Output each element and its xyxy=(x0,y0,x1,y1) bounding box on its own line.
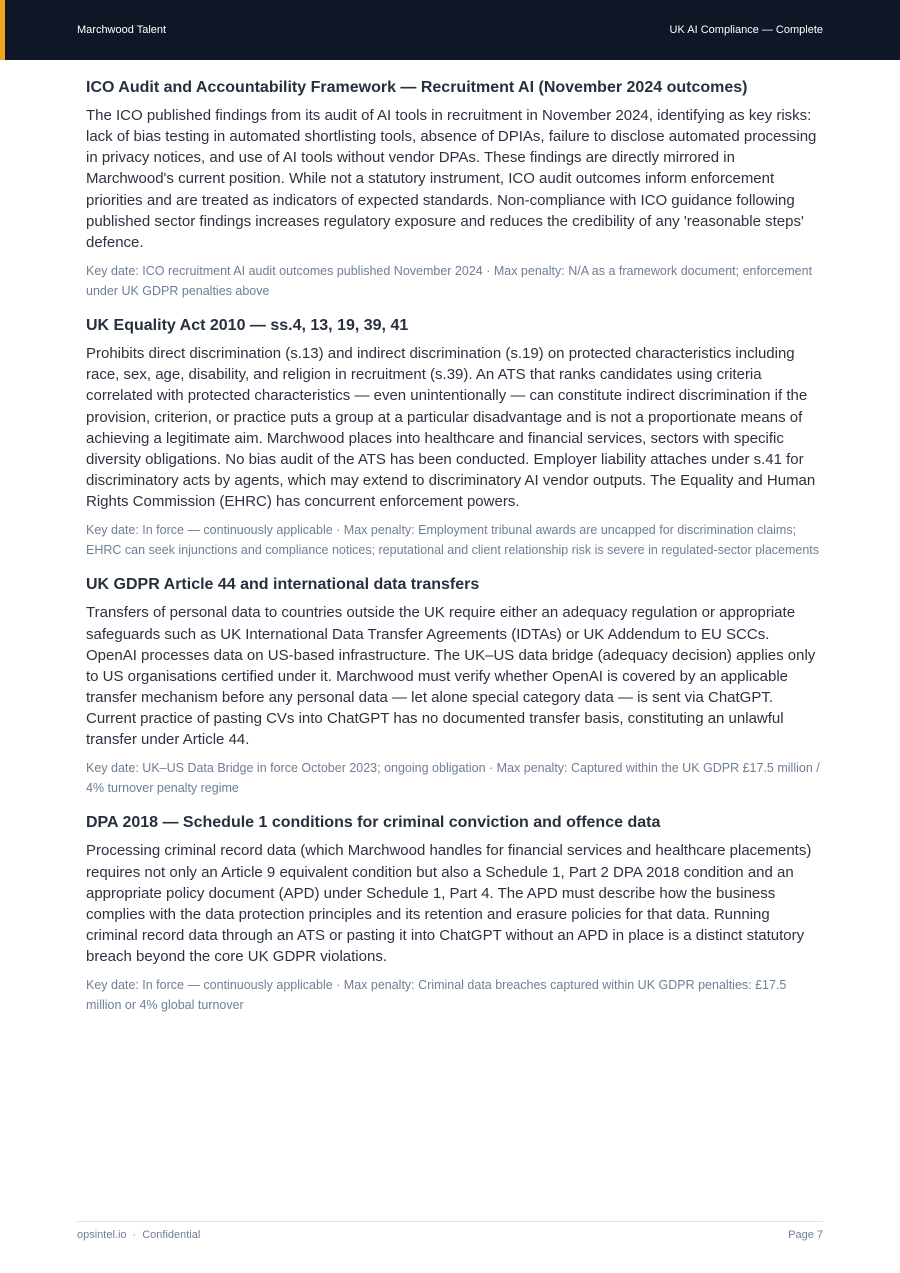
section-ico-audit xyxy=(86,78,820,301)
brand-name: Marchwood Talent xyxy=(77,24,167,36)
section-key-date-penalty: Key date: UK–US Data Bridge in force October 2023; ongoing obligation · Max penalty: Captured within the UK GDPR £17.5 million / 4% turnover penalty regime xyxy=(86,761,820,796)
section-heading: ICO Audit and Accountability Framework — Recruitment AI (November 2024 outcomes) xyxy=(86,79,748,96)
section-key-date-penalty: Key date: In force — continuously applicable · Max penalty: Criminal data breaches captured within UK GDPR penalties: £17.5 million or 4% global turnover xyxy=(86,978,787,1013)
section-key-date-penalty: Key date: In force — continuously applicable · Max penalty: Employment tribunal awards are uncapped for discrimination claims; EHRC can seek injunctions and compliance notices; reputational and client relationship risk is severe in regulated-sector placements xyxy=(86,523,820,558)
header-accent-stripe xyxy=(0,0,5,60)
footer-confidential: Confidential xyxy=(142,1229,201,1241)
footer-divider xyxy=(77,1221,823,1222)
section-dpa-schedule-1 xyxy=(86,813,820,1015)
footer-site: opsintel.io xyxy=(77,1229,127,1241)
section-heading: UK GDPR Article 44 and international data transfers xyxy=(86,576,480,594)
page-number: Page 7 xyxy=(788,1229,823,1241)
section-heading: UK Equality Act 2010 — ss.4, 13, 19, 39, 41 xyxy=(86,317,409,335)
footer-left xyxy=(77,1229,200,1242)
document-title: UK AI Compliance — Complete xyxy=(669,24,823,36)
section-body: Transfers of personal data to countries outside the UK require either an adequacy regulation or appropriate safeguards such as UK International Data Transfer Agreements (IDTAs) or UK Addendum to EU SCCs. OpenAI processes data on US-based infrastructure. The UK–US data bridge (adequacy decision) applies only to US organisations certified under it. Marchwood must verify whether OpenAI is covered by an applicable transfer mechanism before any personal data — let alone special category data — is sent via ChatGPT. Current practice of pasting CVs into ChatGPT has no documented transfer basis, constituting an unlawful transfer under Article 44. xyxy=(86,604,816,749)
main-content xyxy=(86,78,820,1030)
section-body: The ICO published findings from its audit of AI tools in recruitment in November 2024, identifying as key risks: lack of bias testing in automated shortlisting tools, absence of DPIAs, failure to disclose automated processing in privacy notices, and use of AI tools without vendor DPAs. These findings are directly mirrored in Marchwood's current position. While not a statutory instrument, ICO audit outcomes inform enforcement priorities and are treated as indicators of expected standards. Non-compliance with ICO guidance following published sector findings increases regulatory exposure and reduces the credibility of any 'reasonable steps' defence. xyxy=(86,107,817,251)
footer-separator: · xyxy=(132,1229,137,1241)
section-body: Prohibits direct discrimination (s.13) and indirect discrimination (s.19) on protected characteristics including race, sex, age, disability, and religion in recruitment (s.39). An ATS that ranks candidates using criteria correlated with protected characteristics — even unintentionally — can constitute indirect discrimination if the provision, criterion, or practice puts a group at a particular disadvantage and is not a proportionate means of achieving a legitimate aim. Marchwood places into healthcare and financial services, sectors with specific diversity obligations. No bias audit of the ATS has been conducted. Employer liability attaches under s.41 for discriminatory acts by agents, which may extend to discriminatory AI vendor outputs. The Equality and Human Rights Commission (EHRC) has concurrent enforcement powers. xyxy=(86,345,816,511)
section-body: Processing criminal record data (which Marchwood handles for financial services and healthcare placements) requires not only an Article 9 equivalent condition but also a Schedule 1, Part 2 DPA 2018 condition and an appropriate policy document (APD) under Schedule 1, Part 4. The APD must describe how the business complies with the data protection principles and its retention and erasure policies for that data. Running criminal record data through an ATS or pasting it into ChatGPT without an APD in place is a distinct statutory breach beyond the core UK GDPR violations. xyxy=(86,842,812,966)
section-equality-act xyxy=(86,316,820,560)
section-heading: DPA 2018 — Schedule 1 conditions for criminal conviction and offence data xyxy=(86,814,661,832)
section-key-date-penalty: Key date: ICO recruitment AI audit outcomes published November 2024 · Max penalty: N/A as a framework document; enforcement under UK GDPR penalties above xyxy=(86,264,813,299)
header-bar xyxy=(0,0,900,60)
section-gdpr-article-44 xyxy=(86,575,820,798)
